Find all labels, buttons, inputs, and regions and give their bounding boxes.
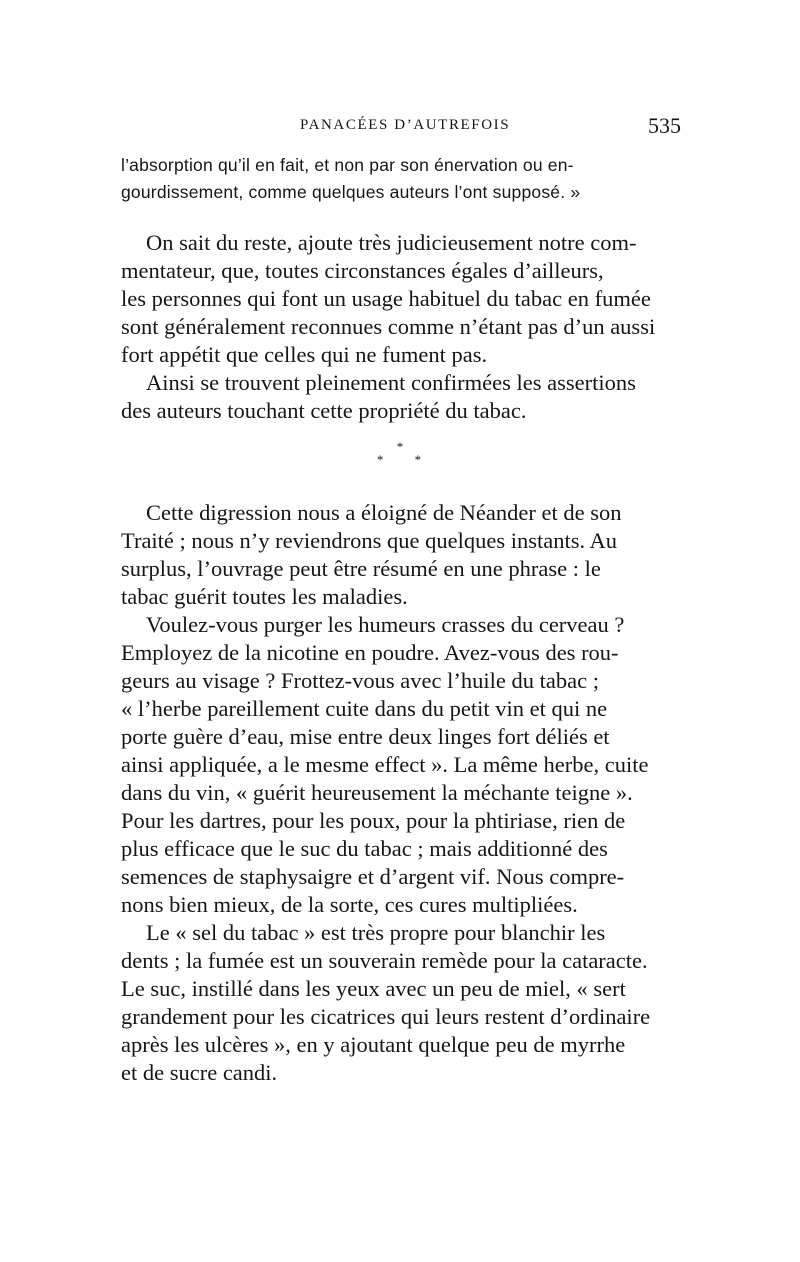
paragraph-line: grandement pour les cicatrices qui leurs restent d’ordinaire <box>121 1004 651 1029</box>
paragraph-line: après les ulcères », en y ajoutant quelque peu de myrrhe <box>121 1032 626 1057</box>
paragraph-line: dents ; la fumée est un souverain remède pour la cataracte. <box>121 948 648 973</box>
asterisk-top: * <box>396 439 404 454</box>
paragraph-line: fort appétit que celles qui ne fument pas. <box>121 342 488 367</box>
paragraph-line: Traité ; nous n’y reviendrons que quelques instants. Au <box>121 528 617 553</box>
paragraph-line: sont généralement reconnues comme n’étant pas d’un aussi <box>121 314 656 339</box>
paragraph <box>121 369 655 425</box>
paragraph-line: geurs au visage ? Frottez-vous avec l’huile du tabac ; <box>121 668 599 693</box>
paragraph <box>121 611 650 919</box>
paragraph-line: surplus, l’ouvrage peut être résumé en une phrase : le <box>121 556 601 581</box>
paragraph-line: Ainsi se trouvent pleinement confirmées les assertions <box>146 370 636 395</box>
quote-line: l’absorption qu’il en fait, et non par son énervation ou en- <box>121 155 574 175</box>
paragraph-line: Le suc, instillé dans les yeux avec un peu de miel, « sert <box>121 976 626 1001</box>
paragraph-line: On sait du reste, ajoute très judicieusement notre com- <box>146 230 637 255</box>
quote-line: gourdissement, comme quelques auteurs l’ont supposé. » <box>121 182 581 202</box>
paragraph-line: tabac guérit toutes les maladies. <box>121 584 408 609</box>
section-after-break <box>121 499 650 1087</box>
paragraph <box>121 919 650 1087</box>
paragraph-line: plus efficace que le suc du tabac ; mais additionné des <box>121 836 608 861</box>
section-before-break <box>121 229 655 425</box>
paragraph-line: dans du vin, « guérit heureusement la méchante teigne ». <box>121 780 633 805</box>
paragraph-line: ainsi appliquée, a le mesme effect ». La même herbe, cuite <box>121 752 649 777</box>
paragraph-line: semences de staphysaigre et d’argent vif. Nous compre- <box>121 864 625 889</box>
paragraph-line: et de sucre candi. <box>121 1060 278 1085</box>
running-head <box>0 113 800 141</box>
paragraph-line: porte guère d’eau, mise entre deux linges fort déliés et <box>121 724 610 749</box>
section-break-asterisks <box>360 440 440 480</box>
page-number: 535 <box>648 113 681 138</box>
paragraph <box>121 229 655 369</box>
paragraph-line: mentateur, que, toutes circonstances égales d’ailleurs, <box>121 258 604 283</box>
quotation-end <box>121 152 681 206</box>
paragraph-line: Employez de la nicotine en poudre. Avez-vous des rou- <box>121 640 619 665</box>
paragraph-line: nons bien mieux, de la sorte, ces cures multipliées. <box>121 892 578 917</box>
paragraph <box>121 499 650 611</box>
paragraph-line: les personnes qui font un usage habituel du tabac en fumée <box>121 286 651 311</box>
paragraph-line: Le « sel du tabac » est très propre pour blanchir les <box>146 920 606 945</box>
paragraph-line: Pour les dartres, pour les poux, pour la phtiriase, rien de <box>121 808 626 833</box>
asterisks-bottom: * * <box>376 452 436 467</box>
paragraph-line: « l’herbe pareillement cuite dans du petit vin et qui ne <box>121 696 608 721</box>
paragraph-line: des auteurs touchant cette propriété du tabac. <box>121 398 527 423</box>
paragraph-line: Cette digression nous a éloigné de Néander et de son <box>146 500 622 525</box>
running-title: PANACÉES D’AUTREFOIS <box>300 117 511 133</box>
paragraph-line: Voulez-vous purger les humeurs crasses du cerveau ? <box>146 612 625 637</box>
